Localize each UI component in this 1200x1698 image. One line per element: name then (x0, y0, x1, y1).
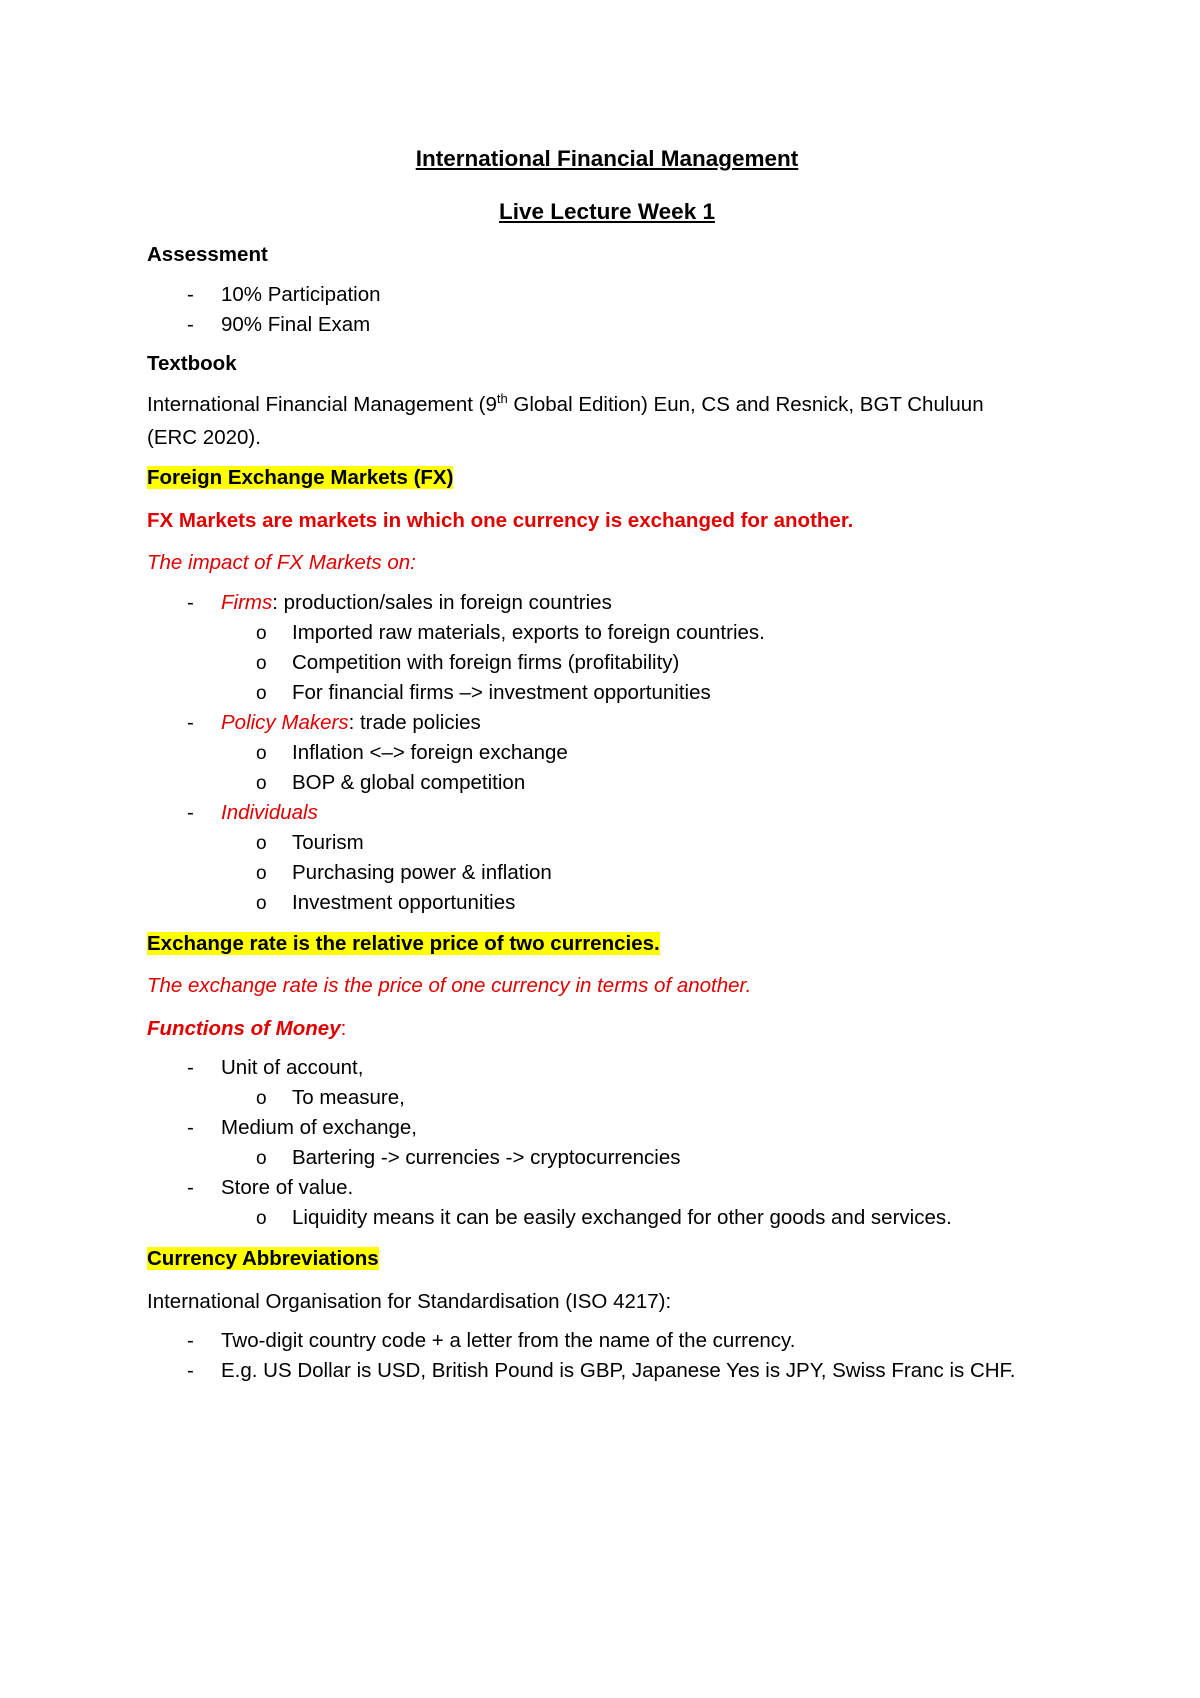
exchange-rate-heading-highlight: Exchange rate is the relative price of two currencies. (147, 931, 660, 955)
fx-sub-item (147, 618, 1067, 648)
money-item (147, 1173, 1067, 1203)
currency-heading-highlight: Currency Abbreviations (147, 1247, 379, 1270)
fx-group-label: Firms (221, 590, 273, 614)
fx-heading (147, 468, 1067, 489)
circle-marker: o (256, 862, 267, 884)
fx-sub-item-text: For financial firms –> investment opportunities (292, 680, 711, 704)
fx-group-label: Policy Makers (221, 710, 349, 734)
currency-item-text: E.g. US Dollar is USD, British Pound is GBP, Japanese Yes is JPY, Swiss Franc is CHF. (221, 1359, 1016, 1382)
money-heading-text: Functions of Money (147, 1016, 341, 1040)
currency-item-text: Two-digit country code + a letter from the name of the currency. (221, 1329, 796, 1352)
fx-sub-item-text: Competition with foreign firms (profitability) (292, 650, 680, 674)
fx-group-rest: : production/sales in foreign countries (272, 590, 612, 614)
money-item (147, 1113, 1067, 1143)
currency-intro: International Organisation for Standardisation (ISO 4217): (147, 1289, 672, 1313)
money-sub-item (147, 1143, 1067, 1173)
circle-marker: o (256, 622, 267, 644)
fx-sub-item-text: Imported raw materials, exports to foreign countries. (292, 620, 765, 644)
fx-sub-item (147, 858, 1067, 888)
fx-sub-item-text: BOP & global competition (292, 770, 526, 794)
circle-marker: o (256, 832, 267, 854)
circle-marker: o (256, 772, 267, 794)
assessment-item-text: 10% Participation (221, 282, 381, 306)
money-sub-item (147, 1203, 1067, 1233)
fx-sub-item (147, 768, 1067, 798)
document-body (147, 148, 1067, 1386)
fx-sub-item-text: Investment opportunities (292, 890, 516, 914)
fx-sub-item (147, 888, 1067, 918)
dash-marker: - (187, 1176, 194, 1199)
dash-marker: - (187, 1359, 194, 1382)
assessment-heading: Assessment (147, 243, 268, 266)
circle-marker: o (256, 1088, 267, 1109)
fx-group-policy-makers (147, 708, 1067, 738)
fx-heading-highlight: Foreign Exchange Markets (FX) (147, 466, 454, 489)
dash-marker: - (187, 710, 194, 734)
textbook-line-b: Global Edition) Eun, CS and Resnick, BGT Chuluun (507, 393, 984, 416)
assessment-item-text: 90% Final Exam (221, 312, 371, 336)
money-sub-item (147, 1083, 1067, 1113)
money-heading-colon: : (340, 1016, 347, 1040)
fx-sub-item-text: Inflation <–> foreign exchange (292, 740, 568, 764)
fx-sub-item (147, 738, 1067, 768)
exchange-rate-heading (147, 931, 1067, 955)
dash-marker: - (187, 800, 194, 824)
fx-group-individuals (147, 798, 1067, 828)
fx-sub-item (147, 828, 1067, 858)
fx-group-label: Individuals (221, 800, 318, 824)
assessment-item (147, 310, 1067, 340)
money-sub-item-text: Liquidity means it can be easily exchanged for other goods and services. (292, 1206, 952, 1229)
dash-marker: - (187, 1116, 194, 1139)
textbook-superscript: th (496, 391, 508, 407)
money-heading (147, 1016, 1067, 1040)
fx-group-rest: : trade policies (348, 710, 481, 734)
assessment-item (147, 280, 1067, 310)
fx-sub-item (147, 648, 1067, 678)
currency-item (147, 1356, 1067, 1386)
dash-marker: - (187, 1329, 194, 1352)
fx-impact-intro: The impact of FX Markets on: (147, 551, 416, 574)
textbook-line-a: International Financial Management (9 (147, 393, 497, 416)
money-item (147, 1053, 1067, 1083)
money-sub-item-text: To measure, (292, 1086, 405, 1109)
money-item-text: Medium of exchange, (221, 1116, 418, 1139)
dash-marker: - (187, 590, 194, 614)
document-subtitle: Live Lecture Week 1 (499, 198, 715, 224)
textbook-citation (147, 388, 1067, 454)
money-sub-item-text: Bartering -> currencies -> cryptocurrencies (292, 1146, 681, 1169)
fx-sub-item-text: Purchasing power & inflation (292, 860, 552, 884)
fx-group-firms (147, 588, 1067, 618)
document-title: International Financial Management (415, 146, 799, 171)
circle-marker: o (256, 1208, 267, 1229)
fx-sub-item-text: Tourism (292, 830, 364, 854)
textbook-line-c: (ERC 2020). (147, 426, 261, 449)
fx-sub-item (147, 678, 1067, 708)
fx-definition: FX Markets are markets in which one currency is exchanged for another. (147, 508, 854, 532)
dash-marker: - (187, 282, 194, 306)
money-item-text: Store of value. (221, 1176, 354, 1199)
dash-marker: - (187, 312, 194, 336)
currency-item (147, 1326, 1067, 1356)
circle-marker: o (256, 1148, 267, 1169)
dash-marker: - (187, 1056, 194, 1079)
exchange-rate-definition: The exchange rate is the price of one currency in terms of another. (147, 974, 752, 997)
circle-marker: o (256, 742, 267, 764)
currency-heading (147, 1249, 1067, 1270)
textbook-heading: Textbook (147, 351, 237, 375)
circle-marker: o (256, 682, 267, 704)
circle-marker: o (256, 652, 267, 674)
money-item-text: Unit of account, (221, 1056, 364, 1079)
circle-marker: o (256, 892, 267, 914)
